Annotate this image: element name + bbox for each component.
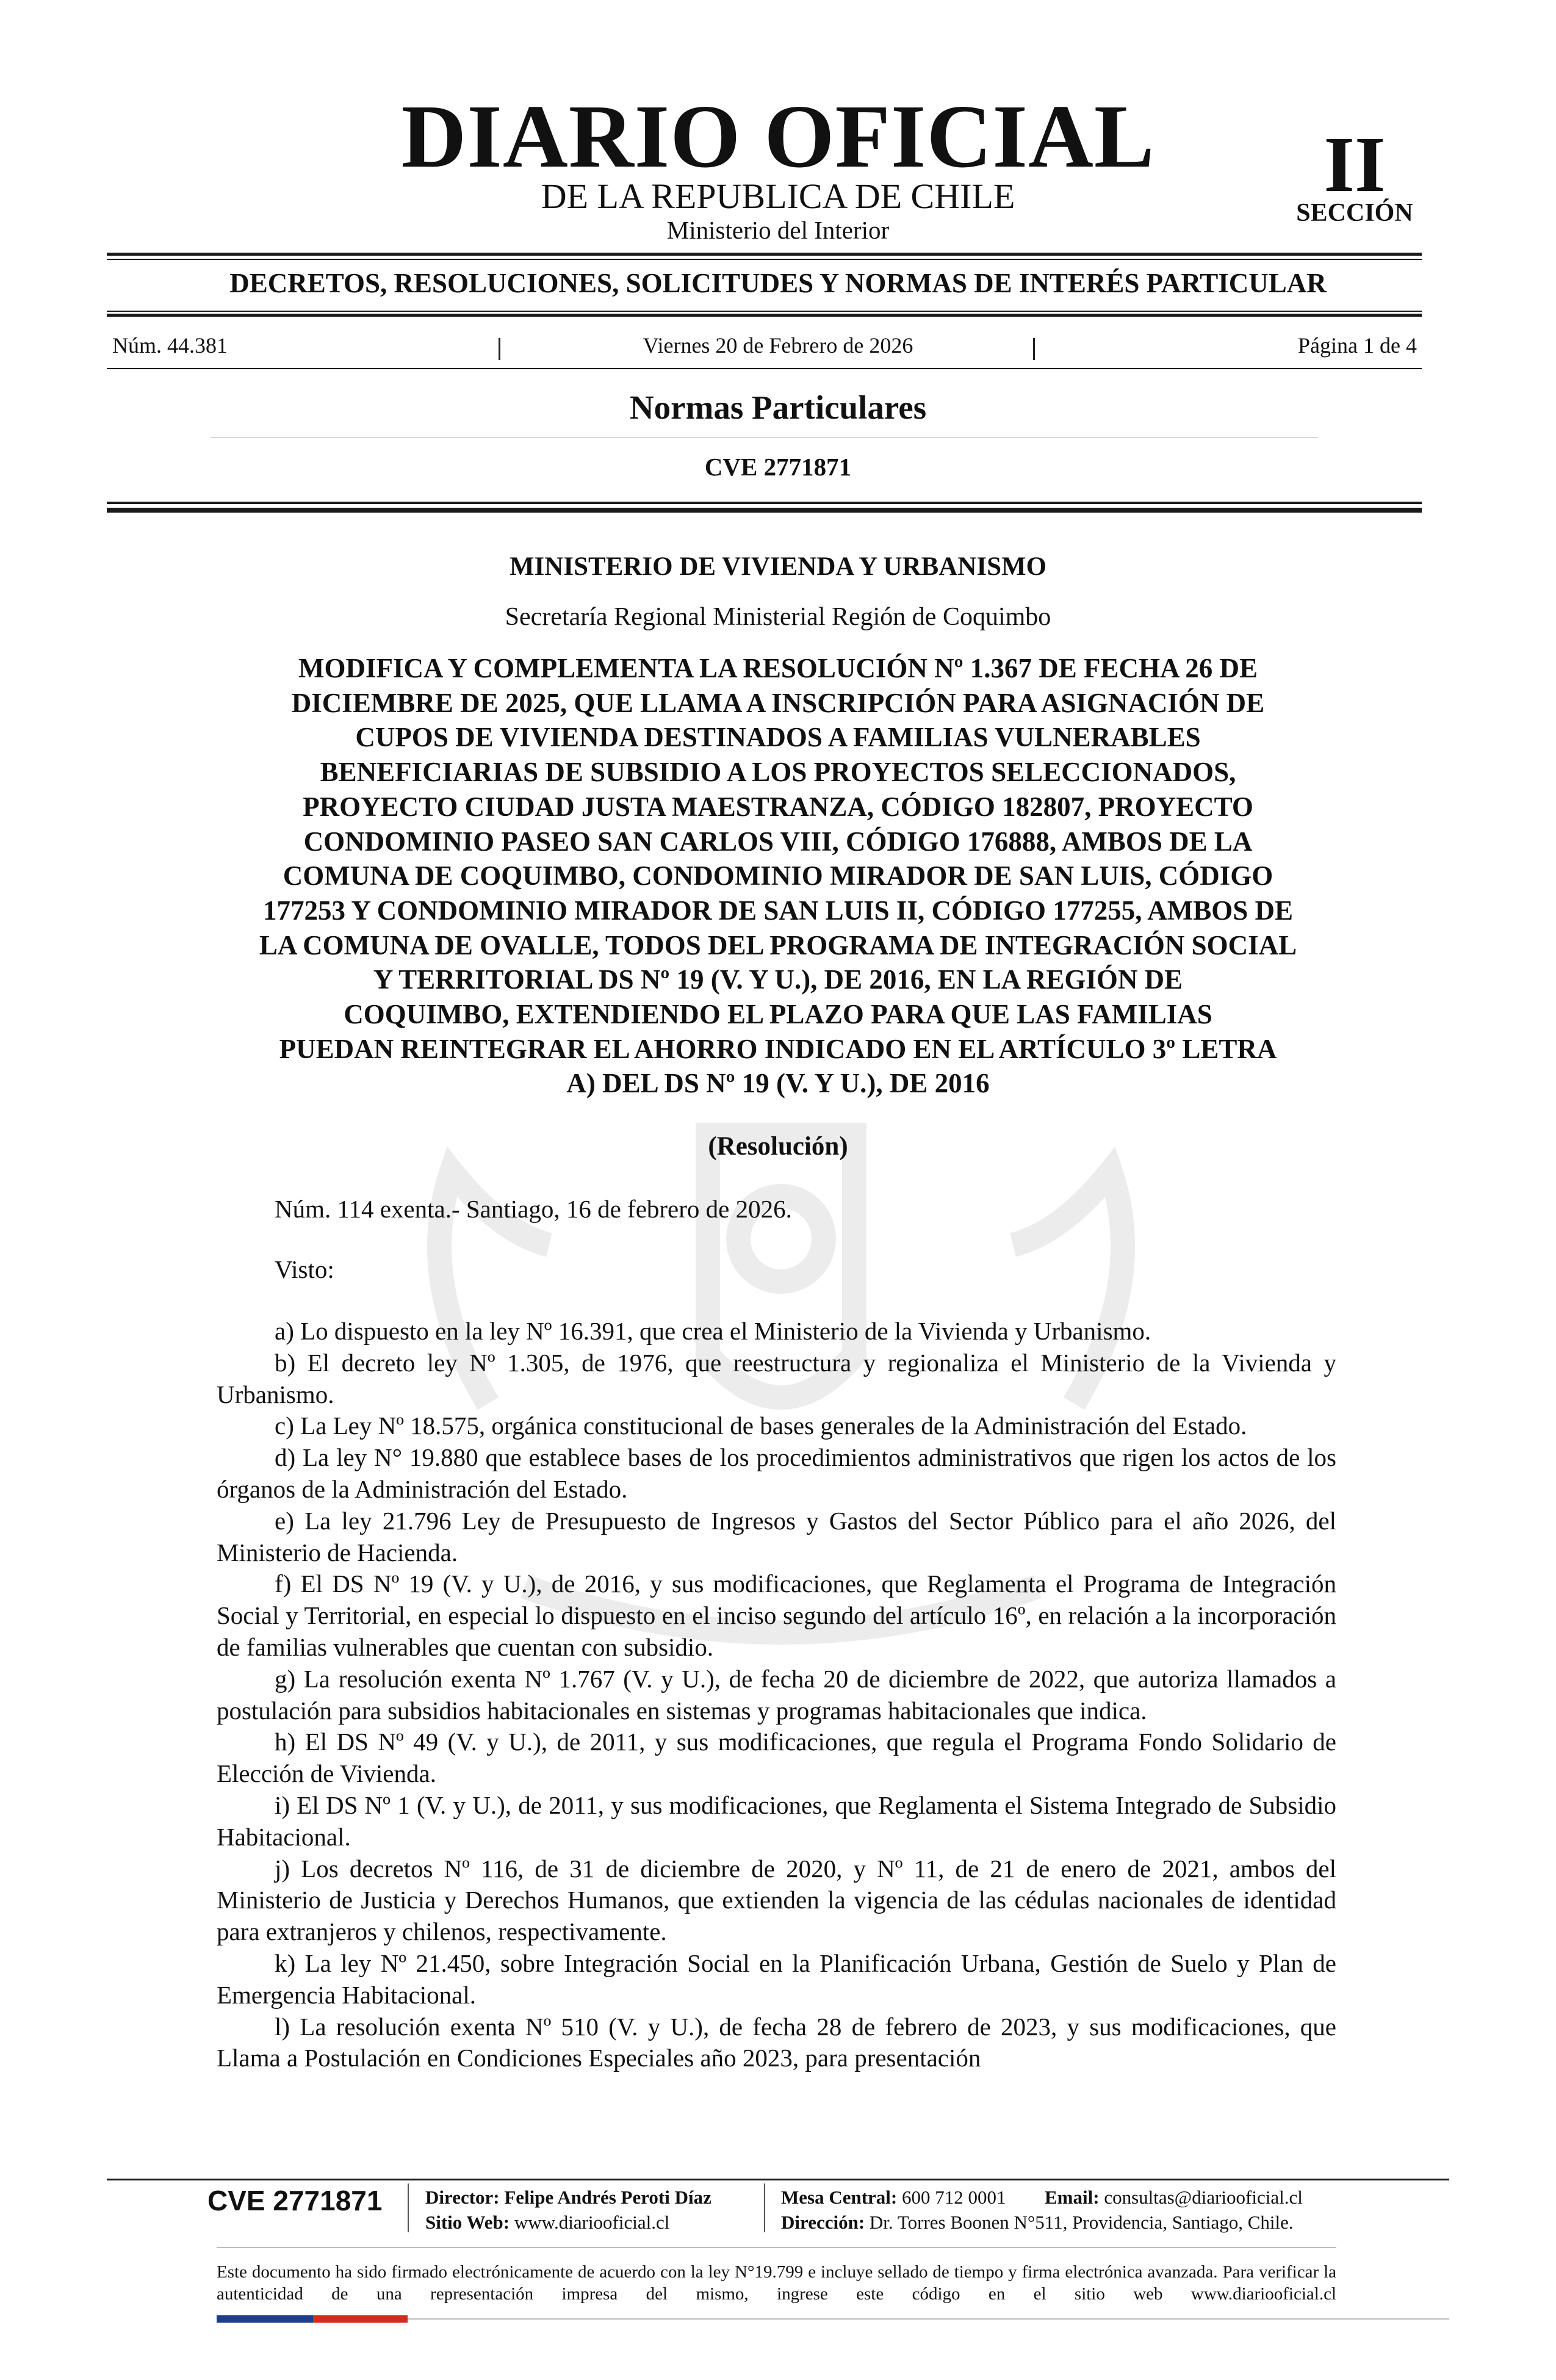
email-link[interactable]: consultas@diariooficial.cl xyxy=(1104,2187,1303,2208)
rule-double-1 xyxy=(107,502,1422,504)
resolution-title-line: PROYECTO CIUDAD JUSTA MAESTRANZA, CÓDIGO 182807, PROYECTO xyxy=(303,791,1253,822)
address-text: Dr. Torres Boonen N°511, Providencia, Santiago, Chile. xyxy=(869,2212,1294,2233)
footer-divider xyxy=(408,2183,409,2232)
footer-top-rule xyxy=(107,2179,1449,2180)
footer-rule-light xyxy=(217,2247,1336,2248)
website-link[interactable]: www.diariooficial.cl xyxy=(514,2212,670,2233)
ministry-heading: MINISTERIO DE VIVIENDA Y URBANISMO xyxy=(509,552,1047,581)
phone-number: 600 712 0001 xyxy=(902,2187,1006,2208)
resolution-title-line: PUEDAN REINTEGRAR EL AHORRO INDICADO EN EL ARTÍCULO 3º LETRA xyxy=(279,1033,1277,1064)
rule-category-thick xyxy=(107,314,1422,317)
secretaria-subheading: Secretaría Regional Ministerial Región de Coquimbo xyxy=(505,603,1051,631)
resolution-title xyxy=(207,651,1349,1101)
director-name: Felipe Andrés Peroti Díaz xyxy=(504,2187,711,2208)
issue-number: Núm. 44.381 xyxy=(112,333,228,358)
visto-item: l) La resolución exenta Nº 510 (V. y U.), de fecha 28 de febrero de 2023, y sus modificaciones, que Llama a Postulación en Condiciones Especiales año 2023, para presentación xyxy=(217,2012,1336,2072)
signature-note: Este documento ha sido firmado electrónicamente de acuerdo con la ley N°19.799 e incluye sellado de tiempo y firma electrónica avanzada. Para verificar la autenticidad de una representación impresa del mismo, ingrese este código en el sitio web www.diariooficial.cl xyxy=(217,2262,1336,2304)
visto-list xyxy=(217,1316,1336,2074)
resolution-title-line: BENEFICIARIAS DE SUBSIDIO A LOS PROYECTOS SELECCIONADOS, xyxy=(320,757,1236,788)
resolution-title-line: Y TERRITORIAL DS Nº 19 (V. Y U.), DE 2016, EN LA REGIÓN DE xyxy=(373,964,1183,995)
rule-top-thick xyxy=(107,253,1422,256)
visto-item: d) La ley N° 19.880 que establece bases de los procedimientos administrativos que rigen los actos de los órganos de la Administración del Estado. xyxy=(217,1443,1336,1503)
address-label: Dirección: xyxy=(781,2212,865,2233)
website-label: Sitio Web: xyxy=(425,2212,510,2233)
info-separator xyxy=(1033,338,1035,360)
rule-info-bottom xyxy=(107,368,1422,369)
resolution-label: (Resolución) xyxy=(708,1132,848,1161)
visto-item: e) La ley 21.796 Ley de Presupuesto de Ingresos y Gastos del Sector Público para el año 2026, del Ministerio de Hacienda. xyxy=(217,1506,1336,1567)
footer-website xyxy=(425,2213,669,2232)
resolution-title-line: 177253 Y CONDOMINIO MIRADOR DE SAN LUIS II, CÓDIGO 177255, AMBOS DE xyxy=(262,895,1294,926)
footer-bottom-rule xyxy=(408,2318,1449,2320)
flag-stripe-red xyxy=(313,2315,408,2323)
masthead-title: DIARIO OFICIAL xyxy=(401,87,1155,187)
resolution-title-line: COQUIMBO, EXTENDIENDO EL PLAZO PARA QUE LAS FAMILIAS xyxy=(344,999,1212,1030)
resolution-title-line: CUPOS DE VIVIENDA DESTINADOS A FAMILIAS VULNERABLES xyxy=(355,722,1201,753)
visto-item: h) El DS Nº 49 (V. y U.), de 2011, y sus modificaciones, que regula el Programa Fondo Solidario de Elección de Vivienda. xyxy=(217,1728,1336,1788)
page-indicator: Página 1 de 4 xyxy=(1298,333,1417,358)
resolution-title-line: DICIEMBRE DE 2025, QUE LLAMA A INSCRIPCIÓN PARA ASIGNACIÓN DE xyxy=(291,687,1265,718)
masthead-subtitle: DE LA REPUBLICA DE CHILE xyxy=(541,176,1015,216)
section-title: Normas Particulares xyxy=(629,389,927,426)
visto-item: i) El DS Nº 1 (V. y U.), de 2011, y sus modificaciones, que Reglamenta el Sistema Integrado de Subsidio Habitacional. xyxy=(217,1790,1336,1851)
rule-double-2 xyxy=(107,508,1422,513)
flag-stripe-blue xyxy=(217,2315,313,2323)
visto-label: Visto: xyxy=(275,1255,334,1283)
visto-item: g) La resolución exenta Nº 1.767 (V. y U.), de fecha 20 de diciembre de 2022, que autoriza llamados a postulación para subsidios habitacionales en sistemas y programas habitacionales que indica. xyxy=(217,1664,1336,1725)
visto-item: k) La ley Nº 21.450, sobre Integración Social en la Planificación Urbana, Gestión de Suelo y Plan de Emergencia Habitacional. xyxy=(217,1949,1336,2009)
cve-code: CVE 2771871 xyxy=(704,453,852,481)
visto-item: f) El DS Nº 19 (V. y U.), de 2016, y sus modificaciones, que Reglamenta el Programa de Integración Social y Territorial, en especial lo dispuesto en el inciso segundo del artículo 16º, en relación a la incorporación de familias vulnerables que cuentan con subsidio. xyxy=(217,1570,1336,1661)
rule-norms-light xyxy=(211,437,1318,438)
section-number: II xyxy=(1324,121,1386,209)
resolution-title-line: MODIFICA Y COMPLEMENTA LA RESOLUCIÓN Nº 1.367 DE FECHA 26 DE xyxy=(298,653,1258,683)
email-label: Email: xyxy=(1045,2187,1100,2208)
phone-label: Mesa Central: xyxy=(781,2187,898,2208)
visto-item: c) La Ley Nº 18.575, orgánica constitucional de bases generales de la Administración del Estado. xyxy=(275,1412,1247,1440)
rule-top-thin xyxy=(107,259,1422,260)
resolution-title-line: A) DEL DS Nº 19 (V. Y U.), DE 2016 xyxy=(566,1068,990,1099)
footer-divider xyxy=(764,2183,765,2232)
visto-item: j) Los decretos Nº 116, de 31 de diciembre de 2020, y Nº 11, de 21 de enero de 2021, ambos del Ministerio de Justicia y Derechos Humanos, que extienden la vigencia de las cédulas nacionales de identidad para extranjeros y chilenos, respectivamente. xyxy=(217,1854,1336,1946)
footer-cve-code: CVE 2771871 xyxy=(207,2185,383,2216)
footer-director xyxy=(425,2188,711,2207)
section-label: SECCIÓN xyxy=(1296,199,1413,227)
issue-date: Viernes 20 de Febrero de 2026 xyxy=(643,333,913,358)
masthead-ministry: Ministerio del Interior xyxy=(666,216,890,244)
footer-phone xyxy=(781,2188,1006,2207)
footer-email xyxy=(1045,2188,1303,2207)
visto-item: a) Lo dispuesto en la ley Nº 16.391, que crea el Ministerio de la Vivienda y Urbanismo. xyxy=(275,1317,1151,1345)
resolution-title-line: COMUNA DE COQUIMBO, CONDOMINIO MIRADOR DE SAN LUIS, CÓDIGO xyxy=(283,860,1273,892)
director-label: Director: xyxy=(425,2187,500,2208)
resolution-title-line: LA COMUNA DE OVALLE, TODOS DEL PROGRAMA DE INTEGRACIÓN SOCIAL xyxy=(259,929,1297,961)
rule-category-thin xyxy=(107,311,1422,312)
footer-address xyxy=(781,2213,1294,2232)
visto-item: b) El decreto ley Nº 1.305, de 1976, que reestructura y regionaliza el Ministerio de la Vivienda y Urbanismo. xyxy=(217,1348,1336,1408)
category-heading: DECRETOS, RESOLUCIONES, SOLICITUDES Y NORMAS DE INTERÉS PARTICULAR xyxy=(229,268,1327,298)
resolution-number-line: Núm. 114 exenta.- Santiago, 16 de febrero de 2026. xyxy=(275,1195,792,1223)
resolution-title-line: CONDOMINIO PASEO SAN CARLOS VIII, CÓDIGO 176888, AMBOS DE LA xyxy=(303,826,1253,857)
